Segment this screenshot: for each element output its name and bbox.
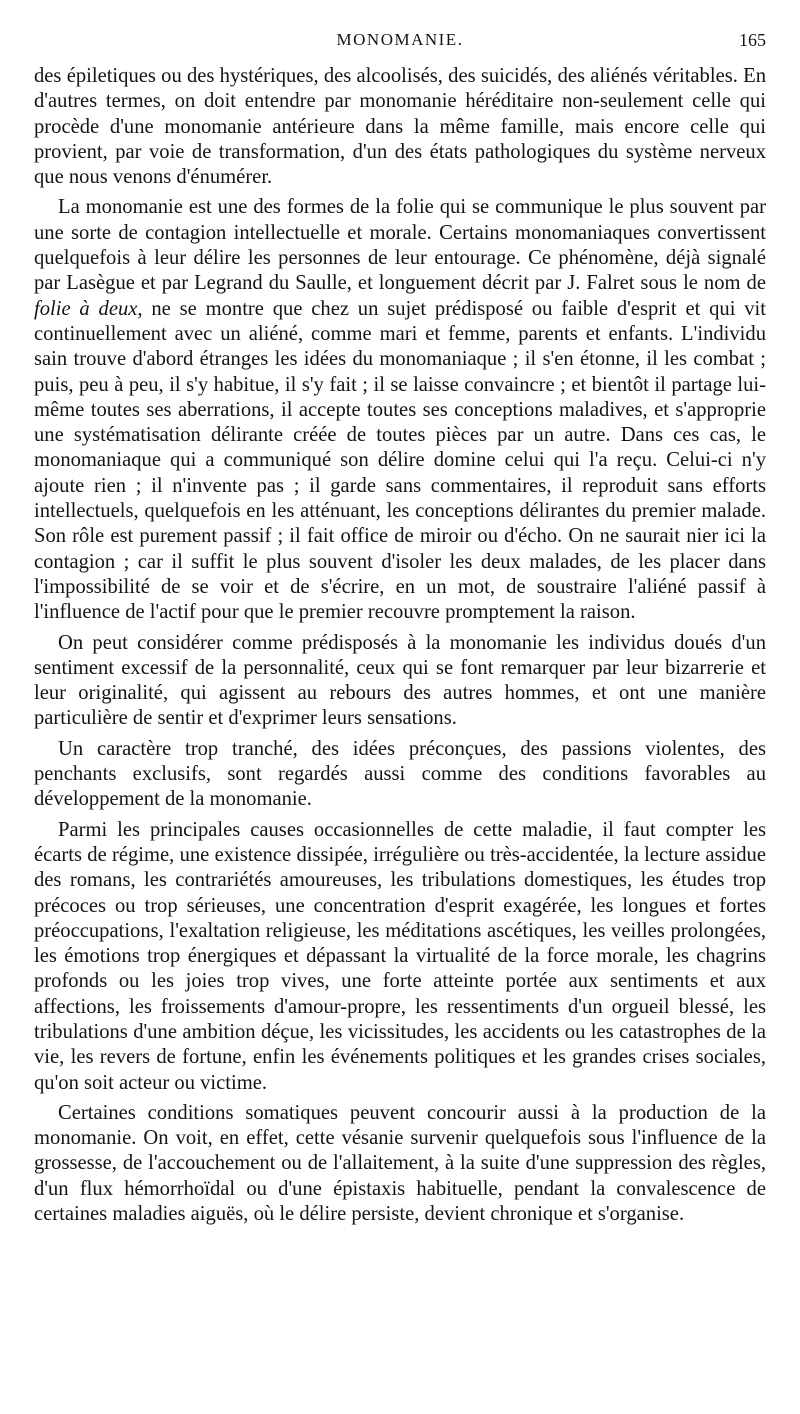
paragraph-predisposition: On peut considérer comme prédisposés à la monomanie les individus doués d'un sentiment excessif de la personnalité, ceux qui se font remarquer par leur bizarrerie et leur originalité, qui agissent au rebours des autres hommes, et ont une manière particulière de sentir et d'exprimer leurs sensations. <box>34 631 766 730</box>
paragraph-contagion-text-before: La monomanie est une des formes de la folie qui se communique le plus souvent par une sorte de contagion intellectuelle et morale. Certains monomaniaques convertissent quelquefois à leur délire les personnes de leur entourage. Ce phénomène, déjà signalé par Lasègue et par Legrand du Saulle, et longuement décrit par J. Falret sous le nom de <box>34 196 766 295</box>
paragraph-somatic-conditions: Certaines conditions somatiques peuvent concourir aussi à la production de la monomanie. On voit, en effet, cette vésanie survenir quelquefois sous l'influence de la grossesse, de l'accouchement ou de l'allaitement, à la suite d'une suppression des règles, d'un flux hémorrhoïdal ou d'une épistaxis habituelle, pendant la convalescence de certaines maladies aiguës, où le délire persiste, devient chronique et s'organise. <box>34 1101 766 1226</box>
paragraph-occasional-causes: Parmi les principales causes occasionnelles de cette maladie, il faut compter les écarts de régime, une existence dissipée, irrégulière ou très-accidentée, la lecture assidue des romans, les contrariétés amoureuses, les tribulations domestiques, les études trop précoces ou trop sérieuses, une concentration d'esprit exagérée, les longues et fortes préoccupations, l'exaltation religieuse, les méditations ascétiques, les veilles prolongées, les émotions trop énergiques et dépassant la virtualité de la force morale, les chagrins profonds ou les joies trop vives, une forte atteinte portée aux sentiments et aux affections, les froissements d'amour-propre, les ressentiments d'un orgueil blessé, les tribulations d'une ambition déçue, les vicissitudes, les accidents ou les catastrophes de la vie, les revers de fortune, enfin les événements politiques et les grandes crises sociales, qu'on soit acteur ou victime. <box>34 818 766 1094</box>
running-header <box>34 30 766 54</box>
folie-a-deux-term: folie à deux <box>34 297 138 320</box>
body-text <box>34 64 766 1227</box>
running-title: MONOMANIE. <box>336 30 464 49</box>
page-number: 165 <box>739 30 766 50</box>
paragraph-contagion-text-after: , ne se montre que chez un sujet prédisposé ou faible d'esprit et qui vit continuellement avec un aliéné, comme mari et femme, parents et enfants. L'individu sain trouve d'abord étranges les idées du monomaniaque ; il s'en étonne, il les combat ; puis, peu à peu, il s'y habitue, il s'y fait ; il se laisse convaincre ; et bientôt il partage lui-même toutes ses aberrations, il accepte toutes ses conceptions maladives, et s'approprie une systématisation délirante créée de toutes pièces par un autre. Dans ces cas, le monomaniaque qui a communiqué son délire domine celui qui l'a reçu. Celui-ci n'y ajoute rien ; il n'invente pas ; il garde sans commentaires, il reproduit sans efforts intellectuels, quelquefois en les atténuant, les conceptions délirantes du premier malade. Son rôle est purement passif ; il fait office de miroir ou d'écho. On ne saurait nier ici la contagion ; car il suffit le plus souvent d'isoler les deux malades, de les placer dans l'impossibilité de se voir et de s'écrire, en un mot, de soustraire l'aliéné passif à l'influence de l'actif pour que le premier recouvre promptement la raison. <box>34 297 766 624</box>
paragraph-contagion <box>34 195 766 625</box>
book-page <box>34 30 766 1227</box>
paragraph-hereditary-monomania: des épiletiques ou des hystériques, des alcoolisés, des suicidés, des aliénés véritables. En d'autres termes, on doit entendre par monomanie héréditaire non-seulement celle qui procède d'une monomanie antérieure dans la même famille, mais encore celle qui provient, par voie de transformation, d'un des états pathologiques du système nerveux que nous venons d'énumérer. <box>34 65 766 189</box>
paragraph-character: Un caractère trop tranché, des idées préconçues, des passions violentes, des penchants exclusifs, sont regardés aussi comme des conditions favorables au développement de la monomanie. <box>34 737 766 811</box>
